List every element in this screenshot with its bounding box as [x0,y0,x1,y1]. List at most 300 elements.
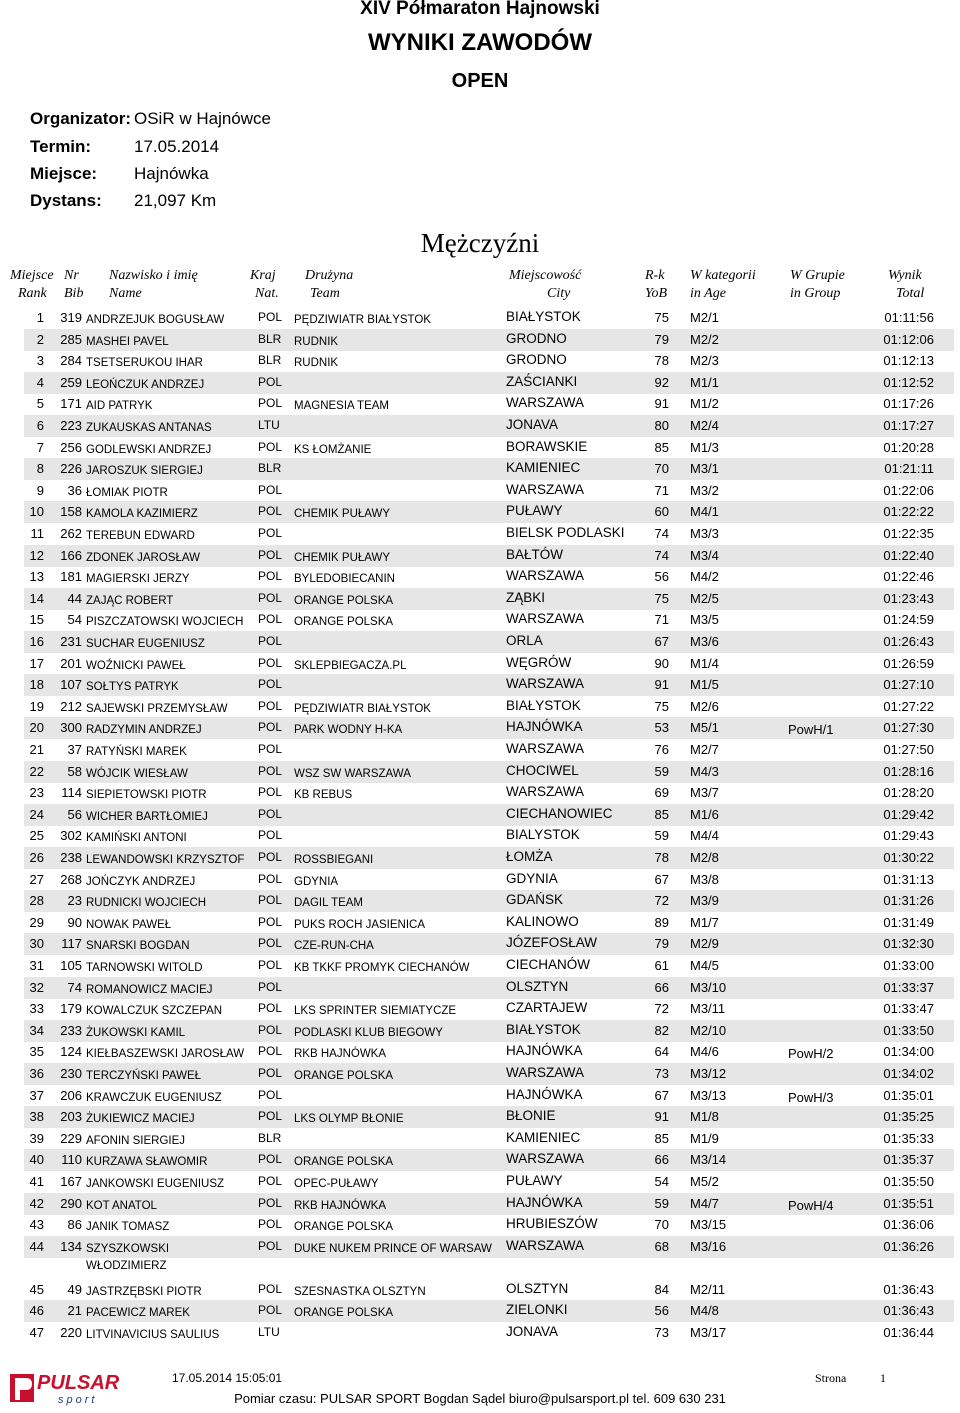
cell-city: ŁOMŻA [506,849,553,864]
cell-bib: 37 [67,742,82,757]
cell-name: ANDRZEJUK BOGUSŁAW [86,314,225,326]
cell-yob: 92 [654,374,669,390]
cell-nat: LTU [258,418,280,432]
cell-team: DAGIL TEAM [294,897,364,910]
cell-time: 01:36:06 [883,1217,934,1233]
table-row [24,782,954,804]
cell-bib: 233 [60,1022,82,1038]
cell-cat: M1/5 [690,677,719,693]
cell-team: CHEMIK PUŁAWY [294,508,391,521]
cell-yob: 91 [654,1109,669,1125]
cell-bib: 262 [60,526,82,541]
cell-cat: M3/5 [690,612,719,628]
cell-yob: 67 [654,871,669,887]
cell-time: 01:34:02 [883,1066,934,1081]
cell-time: 01:36:26 [883,1238,934,1254]
table-row [24,1322,954,1344]
table-row [24,804,954,826]
table-row [24,869,954,891]
cell-nat: POL [258,1174,283,1188]
cell-city: CHOCIWEL [506,762,579,778]
cell-cat: M2/5 [690,590,719,606]
cell-time: 01:26:59 [883,655,934,671]
cell-yob: 76 [654,742,669,757]
cell-time: 01:29:43 [883,828,934,844]
cell-bib: 206 [60,1087,82,1103]
table-row [24,1128,954,1150]
cell-name: AID PATRYK [86,400,153,413]
table-row [24,717,954,739]
cell-nat: POL [258,547,283,562]
table-row [24,890,954,912]
cell-cat: M4/1 [690,504,719,520]
cell-time: 01:36:44 [883,1325,934,1340]
cell-name: KRAWCZUK EUGENIUSZ [86,1091,222,1104]
cell-rank: 25 [29,828,44,844]
table-row [24,566,954,588]
cell-name: MASHEI PAVEL [86,335,169,348]
cell-time: 01:34:00 [883,1044,934,1060]
cell-yob: 85 [654,1130,669,1146]
cell-bib: 181 [60,569,82,585]
cell-rank: 46 [29,1303,44,1319]
cell-team: DUKE NUKEM PRINCE OF WARSAW [294,1242,492,1255]
cell-rank: 14 [29,590,44,606]
cell-nat: POL [258,1152,283,1167]
table-row [24,501,954,523]
table-row [24,1236,954,1258]
cell-city: BIALYSTOK [506,827,580,843]
cell-rank: 28 [29,893,44,909]
cell-city: WARSZAWA [506,395,584,411]
cell-bib: 117 [61,936,82,952]
cell-cat: M3/6 [690,634,719,649]
header-group: W Grupie in Group [790,268,845,301]
cell-bib: 90 [67,914,82,930]
cell-city: WARSZAWA [506,741,584,756]
cell-rank: 45 [29,1281,44,1297]
cell-team: ORANGE POLSKA [294,1307,394,1320]
cell-name: ŻUKIEWICZ MACIEJ [86,1113,195,1126]
cell-city: CIECHANÓW [506,957,590,972]
cell-team: LKS SPRINTER SIEMIATYCZE [294,1005,457,1018]
cell-nat: POL [258,1044,283,1059]
cell-name: KOT ANATOL [86,1199,157,1212]
cell-cat: M1/7 [690,914,719,930]
table-row [24,458,954,480]
cell-time: 01:35:01 [883,1087,934,1103]
cell-rank: 4 [36,374,44,390]
cell-bib: 259 [60,374,82,390]
cell-yob: 75 [654,590,669,606]
header-bib: Nr Bib [64,268,84,301]
cell-bib: 220 [60,1325,82,1340]
cell-yob: 56 [654,569,669,585]
gender-title: Mężczyźni [420,228,540,258]
cell-yob: 82 [654,1022,669,1038]
cell-cat: M1/6 [690,806,719,822]
cell-name: PISZCZATOWSKI WOJCIECH [86,616,244,629]
table-row [24,631,954,653]
cell-rank: 30 [29,936,44,952]
cell-yob: 70 [654,461,669,477]
cell-rank: 9 [36,482,44,498]
cell-bib: 284 [60,353,82,369]
print-timestamp: 17.05.2014 15:05:01 [172,1371,283,1385]
table-row [24,1300,954,1322]
table-row [24,1214,954,1236]
cell-nat: LTU [258,1325,280,1339]
cell-city: WARSZAWA [506,676,584,692]
cell-name-continued: WŁODZIMIERZ [86,1259,167,1272]
cell-yob: 54 [654,1174,669,1189]
cell-time: 01:28:16 [883,763,934,779]
cell-rank: 11 [30,526,44,541]
table-row [24,674,954,696]
cell-yob: 67 [654,1087,669,1103]
cell-cat: M1/8 [690,1109,719,1125]
cell-time: 01:12:13 [883,353,934,369]
cell-nat: POL [258,893,283,908]
cell-bib: 44 [67,590,82,606]
cell-team: RKB HAJNÓWKA [294,1048,387,1061]
table-row [24,1279,954,1301]
cell-name: WICHER BARTŁOMIEJ [86,810,208,823]
cell-time: 01:36:43 [883,1303,934,1319]
cell-yob: 78 [654,850,669,865]
cell-nat: POL [258,785,283,800]
cell-city: WARSZAWA [506,481,584,497]
cell-yob: 78 [654,353,669,369]
cell-time: 01:36:43 [883,1281,934,1297]
cell-time: 01:17:26 [883,396,934,412]
cell-team: ORANGE POLSKA [294,594,394,607]
cell-yob: 68 [654,1238,669,1254]
cell-team: SZESNASTKA OLSZTYN [294,1285,426,1298]
cell-bib: 201 [60,655,82,671]
cell-cat: M2/8 [690,850,719,865]
cell-name: AFONIN SIERGIEJ [86,1134,186,1147]
cell-yob: 73 [654,1066,669,1081]
cell-nat: POL [258,806,283,821]
cell-yob: 85 [654,439,669,455]
place-label: Miejsce: [30,164,98,183]
cell-name: TSETSERUKOU IHAR [86,357,203,370]
header-team: Drużyna Team [305,268,354,301]
cell-time: 01:33:50 [883,1022,934,1038]
cell-bib: 36 [67,482,82,498]
cell-bib: 167 [60,1174,82,1189]
cell-cat: M2/7 [690,742,719,757]
cell-city: BŁONIE [506,1108,556,1124]
cell-name: SUCHAR EUGENIUSZ [86,638,205,650]
cell-cat: M5/1 [690,720,719,736]
cell-cat: M3/11 [690,1001,726,1017]
cell-city: GRODNO [506,330,567,346]
cell-time: 01:22:40 [883,547,934,563]
cell-yob: 80 [654,418,669,433]
cell-cat: M2/9 [690,936,719,952]
cell-bib: 110 [61,1152,82,1168]
cell-city: HAJNÓWKA [506,1086,583,1102]
cell-name: ŁOMIAK PIOTR [86,486,168,499]
cell-rank: 20 [29,720,44,736]
category-title: OPEN [451,70,509,92]
cell-name: RATYŃSKI MAREK [86,746,187,758]
cell-bib: 166 [60,547,82,563]
cell-rank: 23 [29,785,44,801]
cell-city: PUŁAWY [506,503,563,519]
cell-name: SAJEWSKI PRZEMYSŁAW [86,702,228,715]
cell-nat: POL [258,634,283,648]
cell-nat: BLR [258,331,282,346]
cell-rank: 18 [29,677,44,693]
cell-time: 01:24:59 [883,612,934,628]
cell-yob: 79 [654,936,669,952]
header-nat: Kraj Nat. [250,268,279,301]
cell-nat: POL [258,1001,283,1016]
cell-cat: M3/8 [690,871,719,887]
cell-yob: 66 [654,1152,669,1168]
cell-team: ROSSBIEGANI [294,854,374,866]
cell-city: GDYNIA [506,870,558,886]
cell-nat: POL [258,482,283,497]
cell-nat: POL [258,1066,283,1080]
cell-name: PACEWICZ MAREK [86,1307,190,1320]
cell-nat: POL [258,590,283,605]
cell-time: 01:31:13 [883,871,934,887]
table-row [24,1063,954,1085]
cell-cat: M4/8 [690,1303,719,1319]
cell-name: LEOŃCZUK ANDRZEJ [86,378,205,391]
cell-name: JANKOWSKI EUGENIUSZ [86,1178,225,1190]
cell-city: ORLA [506,633,543,648]
cell-bib: 58 [67,763,82,779]
cell-yob: 71 [654,482,669,498]
cell-team: PARK WODNY H-KA [294,724,403,737]
results-title: WYNIKI ZAWODÓW [368,29,592,56]
cell-rank: 36 [29,1066,44,1081]
cell-rank: 35 [29,1044,44,1060]
table-row [24,545,954,567]
table-row [24,415,954,437]
table-row [24,609,954,631]
cell-bib: 114 [61,785,82,801]
cell-cat: M1/9 [690,1130,719,1146]
cell-cat: M1/1 [690,374,719,390]
cell-bib: 134 [60,1238,82,1254]
cell-rank: 42 [29,1195,44,1211]
table-row [24,393,954,415]
cell-city: BIAŁYSTOK [506,1021,581,1037]
cell-name: JAROSZUK SIERGIEJ [86,465,203,478]
cell-yob: 72 [654,1001,669,1017]
cell-city: PUŁAWY [506,1173,563,1188]
cell-rank: 32 [29,979,44,995]
cell-bib: 319 [60,310,82,325]
cell-cat: M4/4 [690,828,719,844]
cell-city: ZIELONKI [506,1302,568,1318]
cell-yob: 74 [654,547,669,563]
header-city: Miejscowość City [509,268,582,301]
cell-nat: POL [258,1022,283,1037]
timing-credit: Pomiar czasu: PULSAR SPORT Bogdan Sądel biuro@pulsarsport.pl tel. 609 630 231 [234,1391,726,1406]
cell-rank: 22 [29,763,44,779]
cell-time: 01:12:52 [883,374,934,390]
cell-city: HAJNÓWKA [506,1043,583,1059]
cell-rank: 21 [29,742,44,757]
cell-cat: M3/15 [690,1217,727,1233]
cell-nat: POL [258,720,283,735]
cell-city: GDAŃSK [506,892,564,908]
cell-name: WÓJCIK WIESŁAW [86,767,188,780]
cell-time: 01:12:06 [883,331,934,347]
cell-cat: M3/1 [690,461,719,477]
cell-bib: 231 [60,634,82,649]
table-row [24,912,954,934]
table-row [24,307,954,329]
cell-time: 01:35:25 [883,1109,934,1125]
cell-city: BIELSK PODLASKI [506,525,625,540]
cell-bib: 230 [60,1066,82,1081]
cell-bib: 203 [60,1109,82,1125]
cell-team: PUKS ROCH JASIENICA [294,918,425,931]
header-category: W kategorii in Age [690,268,756,301]
cell-time: 01:35:33 [883,1130,934,1146]
cell-yob: 64 [654,1044,669,1060]
table-row [24,739,954,761]
table-row [24,1106,954,1128]
cell-nat: POL [258,396,283,411]
cell-group: PowH/3 [788,1089,834,1105]
cell-time: 01:27:50 [883,742,934,757]
cell-rank: 16 [29,634,44,649]
cell-nat: POL [258,698,283,713]
cell-team: RKB HAJNÓWKA [294,1199,387,1212]
table-row [24,1171,954,1193]
cell-city: CZARTAJEW [506,1000,588,1016]
cell-bib: 256 [60,439,82,455]
cell-bib: 302 [60,828,82,844]
cell-group: PowH/2 [788,1046,834,1062]
cell-team: PĘDZIWIATR BIAŁYSTOK [294,702,431,715]
cell-bib: 223 [60,418,82,433]
cell-nat: POL [258,1087,283,1102]
cell-name: MAGIERSKI JERZY [86,573,190,586]
cell-cat: M3/13 [690,1087,727,1103]
cell-nat: POL [258,1217,283,1232]
cell-cat: M3/2 [690,482,719,498]
cell-name: ZUKAUSKAS ANTANAS [86,422,212,434]
cell-city: OLSZTYN [506,1280,569,1296]
cell-time: 01:28:20 [883,785,934,801]
cell-name: KAMIŃSKI ANTONI [86,832,187,845]
cell-rank: 7 [36,439,44,455]
cell-rank: 26 [29,850,44,865]
cell-rank: 8 [36,461,44,477]
cell-time: 01:33:47 [883,1001,934,1017]
table-row [24,825,954,847]
cell-rank: 38 [29,1109,44,1125]
cell-time: 01:21:11 [884,461,934,477]
cell-yob: 70 [654,1217,669,1233]
cell-name: NOWAK PAWEŁ [86,918,172,931]
cell-nat: POL [258,850,283,864]
cell-yob: 59 [654,1195,669,1211]
date-label: Termin: [30,137,92,156]
cell-name: JANIK TOMASZ [86,1221,170,1234]
cell-bib: 212 [60,698,82,714]
cell-city: KALINOWO [506,913,579,929]
cell-yob: 73 [654,1325,669,1340]
table-row [24,350,954,372]
cell-rank: 47 [29,1325,44,1340]
cell-team: ORANGE POLSKA [294,1156,394,1169]
cell-rank: 6 [36,418,44,433]
table-row [24,847,954,869]
cell-time: 01:22:35 [883,526,934,541]
cell-bib: 179 [60,1001,82,1017]
cell-team: PĘDZIWIATR BIAŁYSTOK [294,314,431,326]
cell-bib: 49 [67,1281,82,1297]
cell-rank: 1 [36,310,44,325]
cell-city: BAŁTÓW [506,546,564,562]
cell-name: KOWALCZUK SZCZEPAN [86,1005,223,1018]
cell-nat: POL [258,914,283,929]
cell-nat: POL [258,439,283,454]
cell-city: ZĄBKI [506,589,546,605]
distance-label: Dystans: [30,191,102,210]
cell-time: 01:27:10 [883,677,934,693]
cell-city: WARSZAWA [506,611,584,627]
table-row [24,998,954,1020]
cell-cat: M3/10 [690,979,727,995]
cell-cat: M3/9 [690,893,719,909]
cell-yob: 72 [654,893,669,909]
table-row [24,1085,954,1107]
cell-bib: 124 [60,1044,82,1060]
cell-team: CHEMIK PUŁAWY [294,551,391,564]
cell-yob: 75 [654,698,669,714]
cell-rank: 41 [29,1174,44,1189]
cell-nat: POL [258,871,283,886]
table-row [24,1020,954,1042]
cell-city: JÓZEFOSŁAW [506,935,598,951]
cell-city: HAJNÓWKA [506,719,583,735]
cell-rank: 39 [29,1130,44,1146]
cell-city: WĘGRÓW [506,654,572,670]
cell-team: GDYNIA [294,875,339,888]
cell-city: JONAVA [506,417,559,432]
cell-rank: 24 [29,806,44,822]
cell-time: 01:27:30 [883,720,934,736]
cell-name: LITVINAVICIUS SAULIUS [86,1329,220,1341]
cell-team: BYLEDOBIECANIN [294,573,395,586]
cell-city: ZAŚCIANKI [506,373,578,389]
cell-yob: 89 [654,914,669,930]
cell-bib: 171 [60,396,82,412]
logo-text: PULSAR [37,1372,120,1394]
cell-yob: 84 [654,1281,669,1297]
cell-time: 01:33:00 [883,958,934,973]
cell-cat: M4/5 [690,958,719,973]
table-row [24,696,954,718]
table-row [24,523,954,545]
table-row [24,653,954,675]
cell-yob: 59 [654,828,669,844]
cell-cat: M4/2 [690,569,719,585]
cell-time: 01:26:43 [883,634,934,649]
